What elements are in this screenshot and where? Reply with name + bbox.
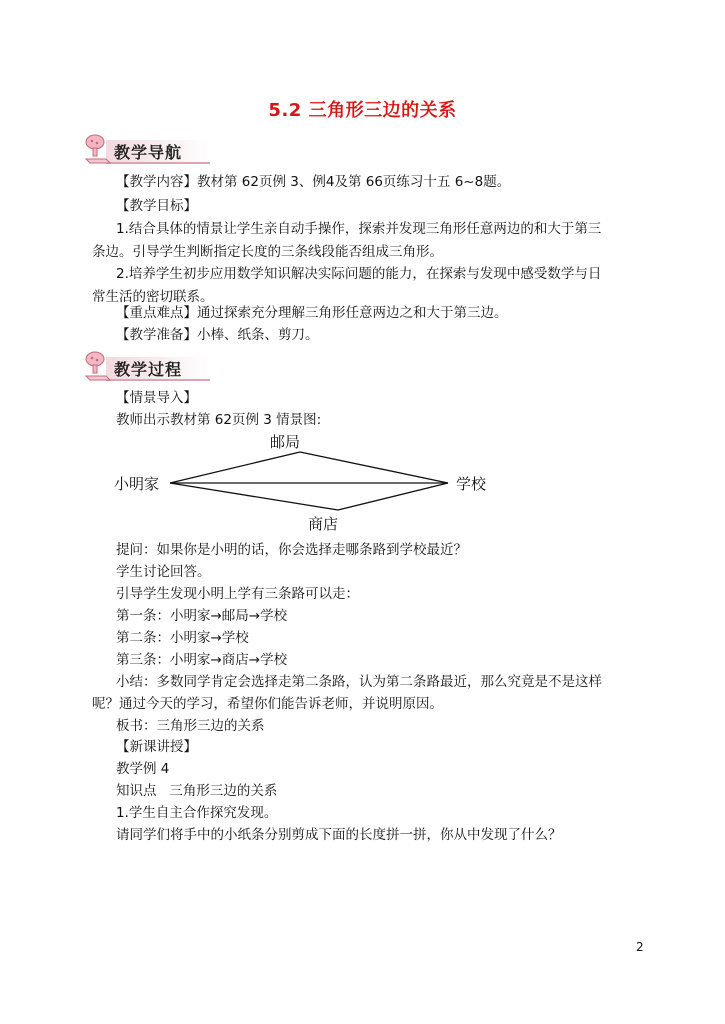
label-post-office: 邮局 xyxy=(270,433,301,451)
guide-text: 引导学生发现小明上学有三条路可以走： xyxy=(116,586,359,602)
label-xiaoming-home: 小明家 xyxy=(114,475,160,493)
scenario-intro-text: 教师出示教材第 62页例 3 情景图: xyxy=(116,412,322,428)
lamp-icon xyxy=(82,132,116,166)
banner-title: 教学过程 xyxy=(114,360,183,379)
goal-2-line-1: 2.培养学生初步应用数学知识解决实际问题的能力，在探索与发现中感受数学与日 xyxy=(116,266,602,282)
route-shop-to-school xyxy=(338,483,448,510)
section-banner-teaching-process xyxy=(82,349,210,383)
scenario-intro-heading: 【情景导入】 xyxy=(116,390,197,406)
new-lesson-heading: 【新课讲授】 xyxy=(116,739,197,755)
route-1-text: 第一条：小明家→邮局→学校 xyxy=(116,608,288,624)
goal-1-line-1: 1.结合具体的情景让学生亲自动手操作，探索并发现三角形任意两边的和大于第三 xyxy=(116,221,602,237)
label-school: 学校 xyxy=(456,475,487,493)
route-home-to-post-office xyxy=(170,452,300,483)
summary-line-2: 呢？通过今天的学习，希望你们能告诉老师，并说明原因。 xyxy=(92,696,443,712)
step-1-question: 请同学们将手中的小纸条分别剪成下面的长度拼一拼，你从中发现了什么？ xyxy=(116,827,562,843)
question-text: 提问：如果你是小明的话，你会选择走哪条路到学校最近？ xyxy=(116,542,467,558)
document-title: 5.2 三角形三边的关系 xyxy=(268,100,457,121)
key-points: 【重点难点】通过探索充分理解三角形任意两边之和大于第三边。 xyxy=(116,305,508,321)
discussion-text: 学生讨论回答。 xyxy=(116,564,211,580)
section-banner-teaching-guide xyxy=(82,132,210,166)
goal-1-line-2: 条边。引导学生判断指定长度的三条线段能否组成三角形。 xyxy=(92,244,443,260)
route-post-office-to-school xyxy=(300,452,448,483)
banner-title: 教学导航 xyxy=(114,143,183,162)
example-text: 教学例 4 xyxy=(116,761,170,777)
route-2-text: 第二条：小明家→学校 xyxy=(116,630,249,646)
label-shop: 商店 xyxy=(308,515,339,533)
step-1-text: 1.学生自主合作探究发现。 xyxy=(116,805,278,821)
page-number: 2 xyxy=(636,940,644,954)
lamp-icon xyxy=(82,349,116,383)
route-diagram xyxy=(110,428,510,538)
summary-line-1: 小结：多数同学肯定会选择走第二条路，认为第二条路最近，那么究竟是不是这样 xyxy=(116,674,602,690)
route-home-to-shop xyxy=(170,483,338,510)
route-3-text: 第三条：小明家→商店→学校 xyxy=(116,652,288,668)
goal-2-line-2: 常生活的密切联系。 xyxy=(92,289,214,305)
teaching-content: 【教学内容】教材第 62页例 3、例4及第 66页练习十五 6~8题。 xyxy=(116,174,511,190)
blackboard-text: 板书：三角形三边的关系 xyxy=(116,718,265,734)
teaching-goals-heading: 【教学目标】 xyxy=(116,198,197,214)
teaching-prep: 【教学准备】小棒、纸条、剪刀。 xyxy=(116,327,319,343)
knowledge-point-text: 知识点 三角形三边的关系 xyxy=(116,783,278,799)
